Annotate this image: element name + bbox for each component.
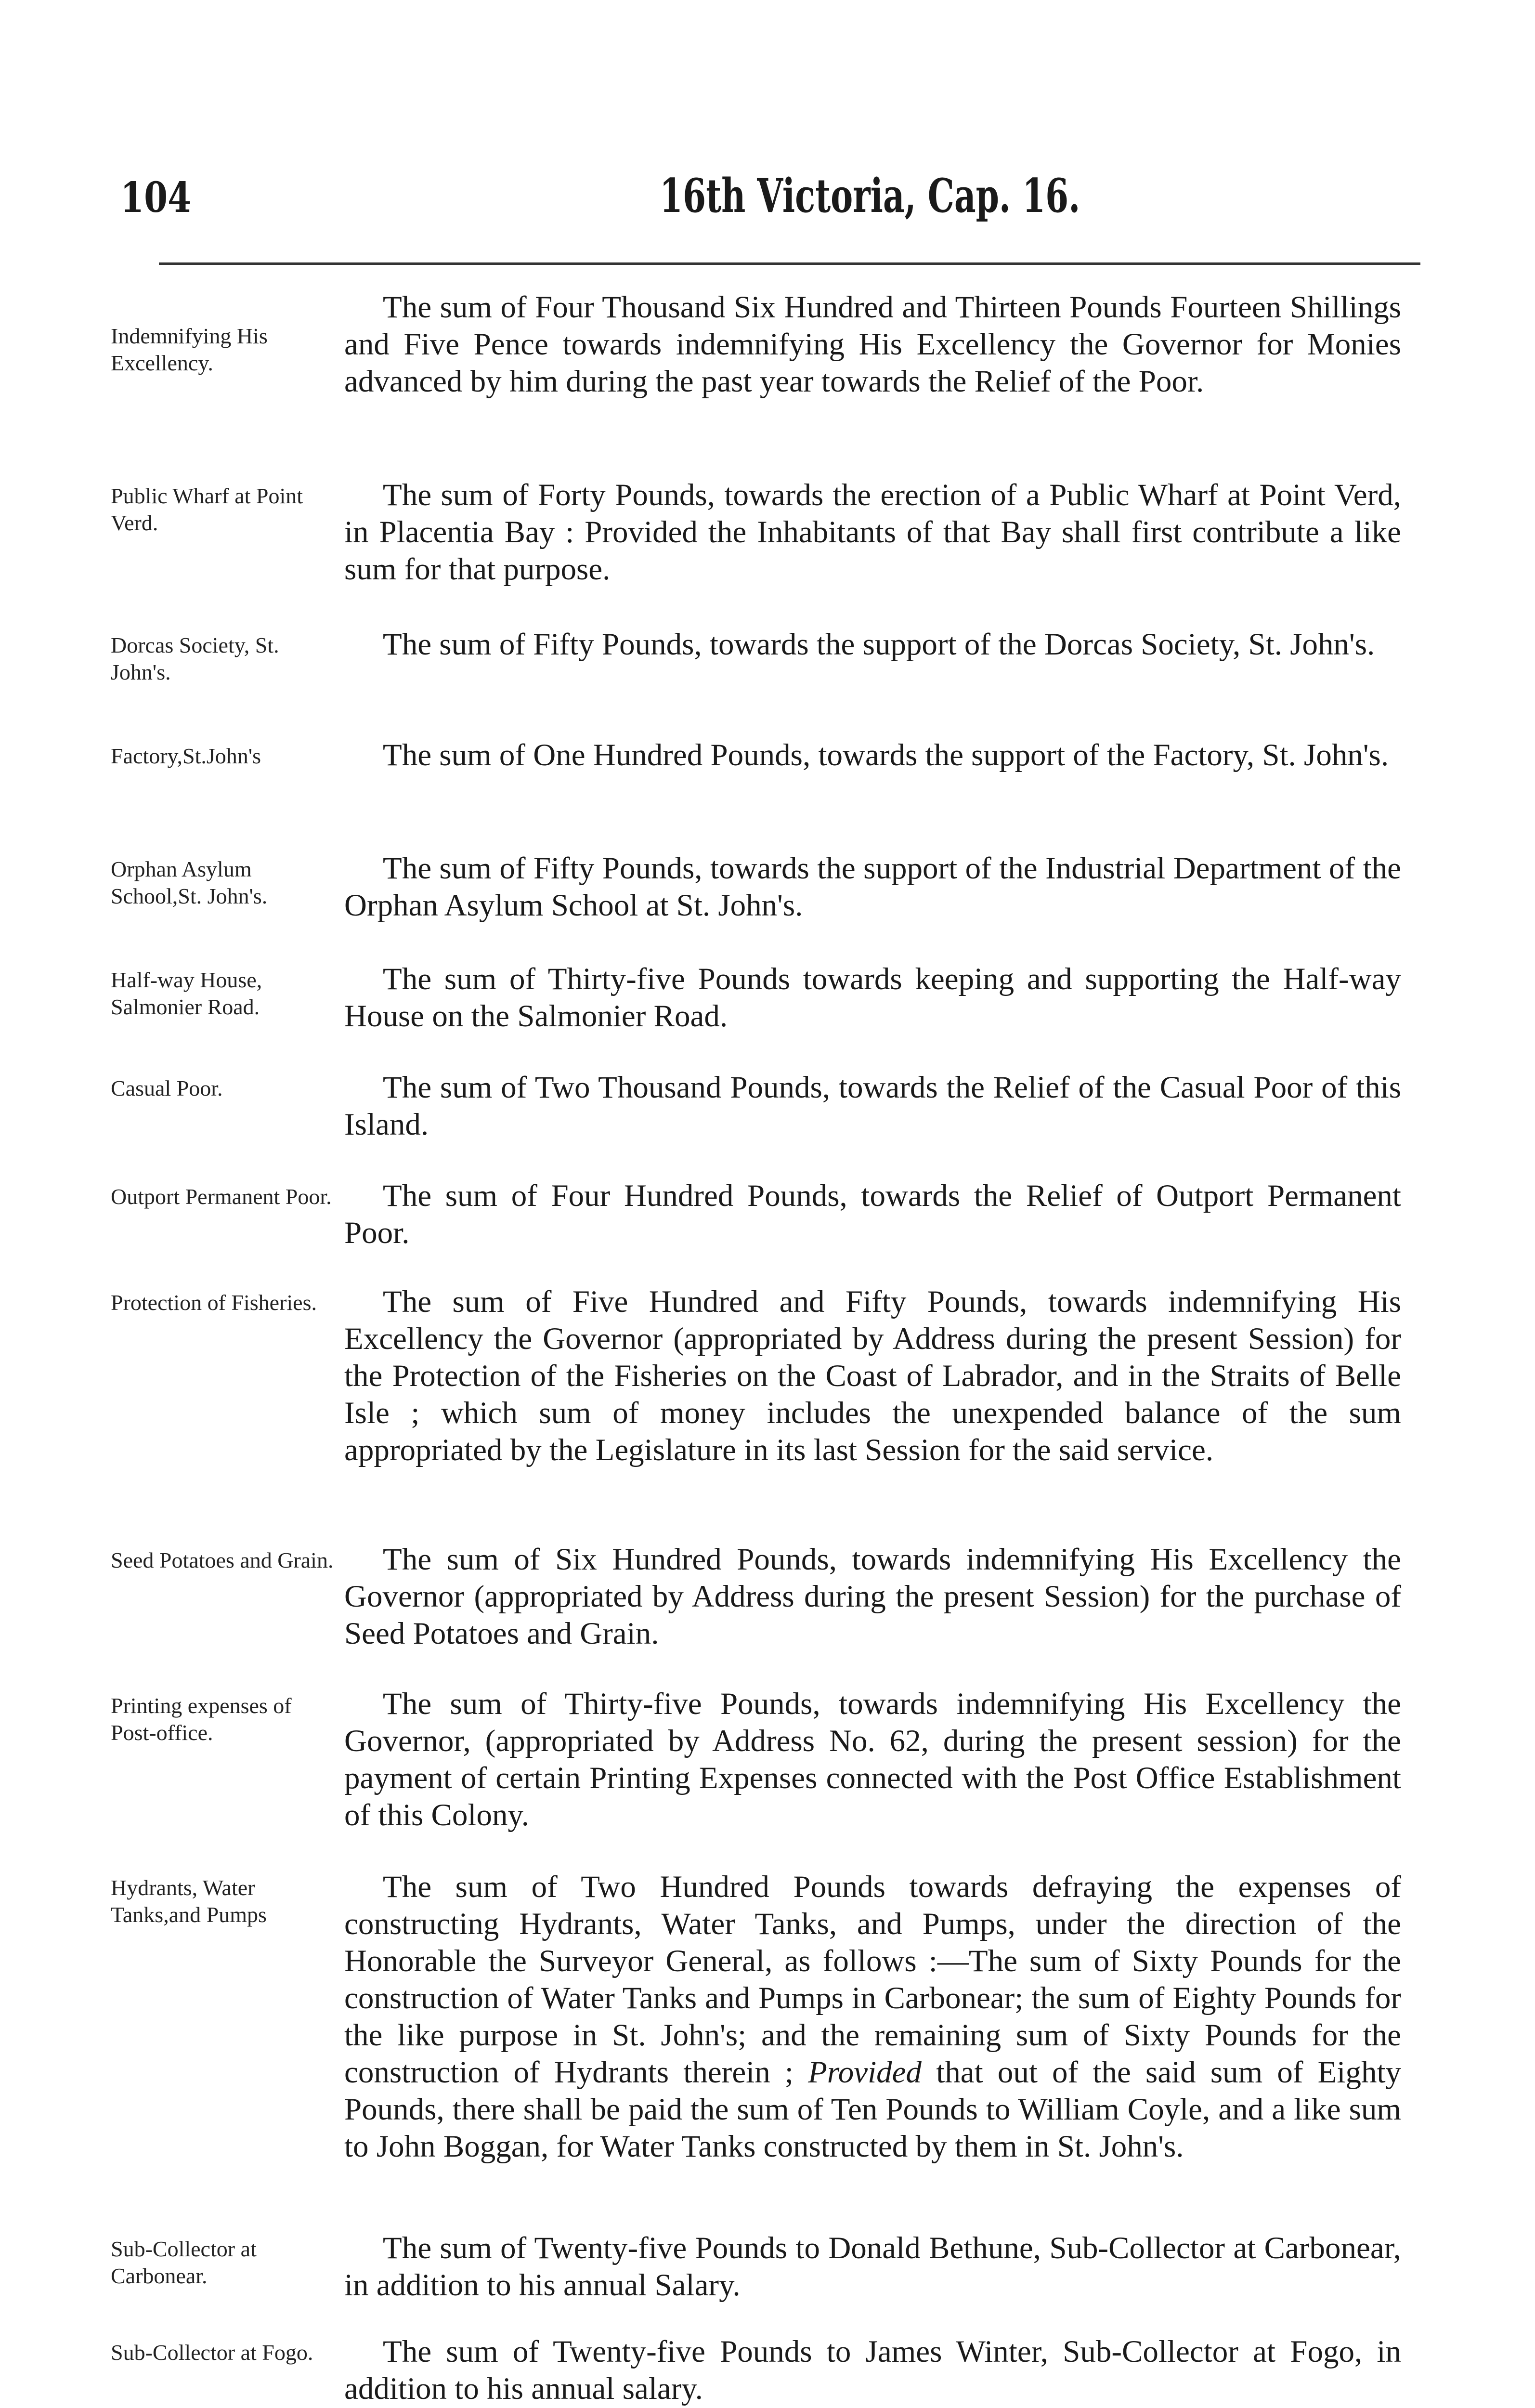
side-note: Printing expenses of Post-office. [111, 1693, 292, 1745]
entry-text: The sum of Fifty Pounds, towards the support of the Dorcas Society, St. John's. [383, 627, 1375, 662]
entry-text: The sum of Forty Pounds, towards the erection of a Public Wharf at Point Verd, in Placentia Bay : Provided the Inhabitants of that Bay shall first contribute a like sum for that purpose. [344, 478, 1401, 587]
side-note: Hydrants, Water Tanks,and Pumps [111, 1875, 267, 1927]
entry-text-italic: Provided [808, 2055, 922, 2090]
entry-text: The sum of Five Hundred and Fifty Pounds, towards indemnifying His Excellency the Governor (appropriated by Address during the present Session) for the Protection of the Fisheries on the Coast of Labrador, and in the Straits of Belle Isle ; which sum of money includes the unexpended balance of the sum appropriated by the Legislature in its last Session for the said service. [344, 1284, 1401, 1467]
entry-text-part: that out of the said sum of Eighty Pounds, there shall be paid the sum of Ten Pounds to William Coyle, and a like sum to John Boggan, for Water Tanks constructed by them in St. John's. [344, 2055, 1402, 2164]
side-note: Factory,St.John's [111, 744, 261, 768]
entry-text: The sum of Fifty Pounds, towards the support of the Industrial Department of the Orphan Asylum School at St. John's. [344, 851, 1401, 923]
side-note: Indemnifying His Excellency. [111, 324, 268, 375]
entry-text: The sum of Six Hundred Pounds, towards indemnifying His Excellency the Governor (appropriated by Address during the present Session) for the purchase of Seed Potatoes and Grain. [344, 1542, 1401, 1651]
side-note: Half-way House, Salmonier Road. [111, 968, 262, 1019]
entry-text: The sum of Two Thousand Pounds, towards the Relief of the Casual Poor of this Island. [344, 1070, 1401, 1142]
entry-text: The sum of Thirty-five Pounds towards keeping and supporting the Half-way House on the Salmonier Road. [344, 962, 1401, 1034]
entry-text [344, 1869, 1401, 2165]
entry-text: The sum of Twenty-five Pounds to James Winter, Sub-Collector at Fogo, in addition to his annual salary. [344, 2334, 1401, 2406]
side-note: Casual Poor. [111, 1076, 223, 1100]
entry-text: The sum of Thirty-five Pounds, towards indemnifying His Excellency the Governor, (appropriated by Address No. 62, during the present session) for the payment of certain Printing Expenses connected with the Post Office Establishment of this Colony. [344, 1687, 1401, 1832]
side-note: Sub-Collector at Carbonear. [111, 2237, 257, 2288]
side-note: Orphan Asylum School,St. John's. [111, 857, 268, 908]
side-note: Seed Potatoes and Grain. [111, 1548, 334, 1572]
side-note: Dorcas Society, St. John's. [111, 633, 279, 684]
side-note: Sub-Collector at Fogo. [111, 2340, 313, 2365]
entry-text: The sum of Twenty-five Pounds to Donald Bethune, Sub-Collector at Carbonear, in addition to his annual Salary. [344, 2231, 1401, 2303]
entry-text: The sum of Four Thousand Six Hundred and Thirteen Pounds Fourteen Shillings and Five Pence towards indemnifying His Excellency the Governor for Monies advanced by him during the past year towards the Relief of the Poor. [344, 290, 1401, 399]
side-note: Protection of Fisheries. [111, 1290, 317, 1315]
entry-text: The sum of One Hundred Pounds, towards the support of the Factory, St. John's. [383, 738, 1389, 772]
side-note: Outport Permanent Poor. [111, 1184, 332, 1209]
entry-text-part: The sum of Two Hundred Pounds towards defraying the expenses of constructing Hydrants, Water Tanks, and Pumps, under the direction of the Honorable the Surveyor General, as follows :—The sum of Sixty Pounds for the construction of Water Tanks and Pumps in Carbonear; the sum of Eighty Pounds for the like purpose in St. John's; and the remaining sum of Sixty Pounds for the construction of Hydrants therein ; [344, 1870, 1401, 2090]
side-note: Public Wharf at Point Verd. [111, 484, 303, 535]
page-number: 104 [120, 173, 192, 222]
entry-text: The sum of Four Hundred Pounds, towards the Relief of Outport Permanent Poor. [344, 1178, 1401, 1250]
running-head: 16th Victoria, Cap. 16. [660, 169, 1080, 223]
header-rule [159, 262, 1420, 265]
